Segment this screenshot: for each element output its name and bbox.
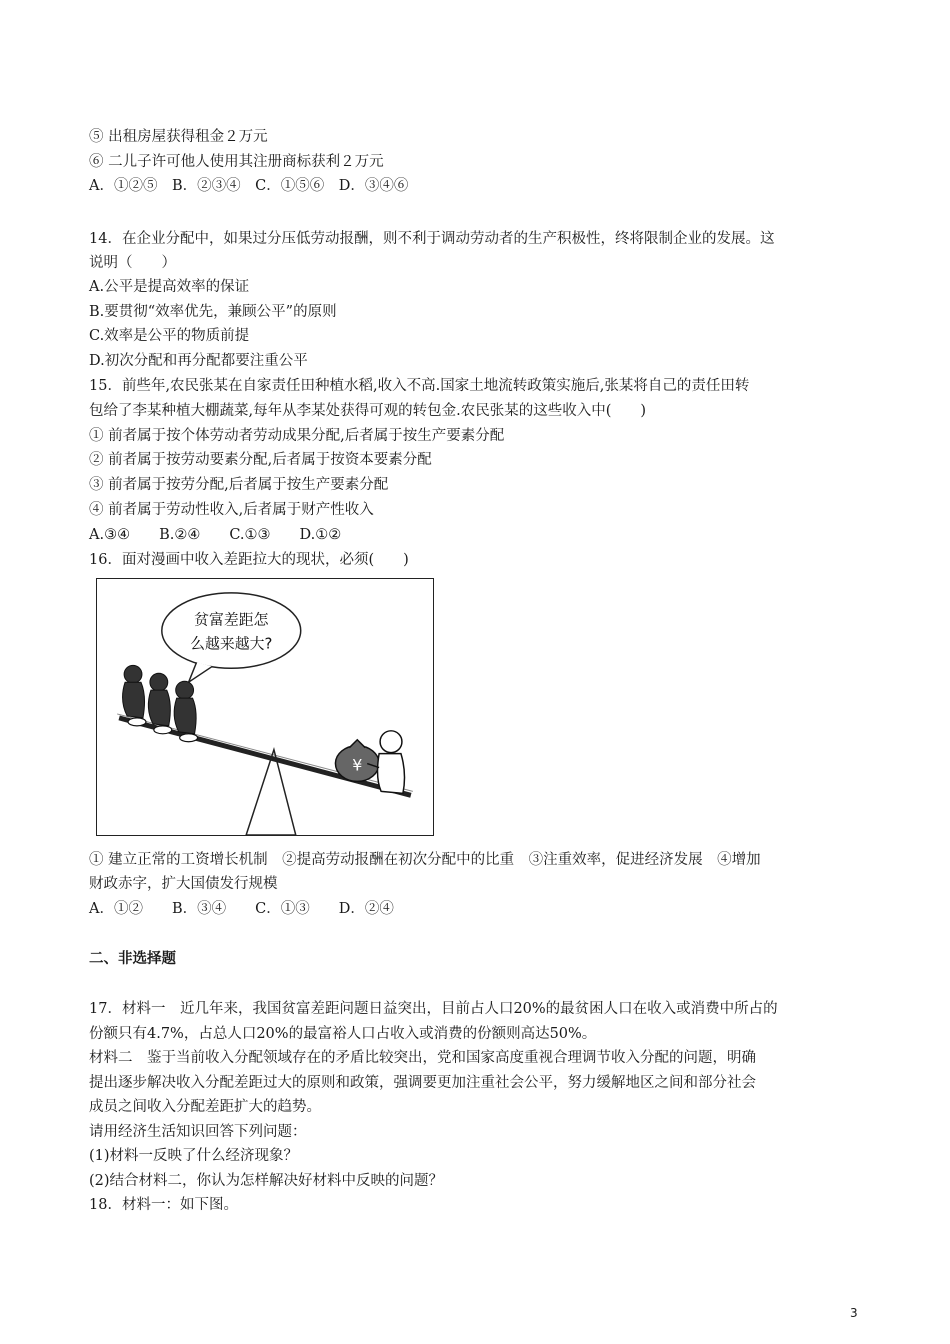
page-number: 3: [850, 1306, 858, 1320]
answer-choice: A.公平是提高效率的保证: [89, 279, 250, 295]
question-16-text: 16．面对漫画中收入差距拉大的现状，必须( ): [89, 552, 409, 568]
question-15-text: 包给了李某种植大棚蔬菜,每年从李某处获得可观的转包金.农民张某的这些收入中( ): [89, 403, 647, 419]
seesaw-cartoon: [96, 578, 434, 836]
option-line: ① 建立正常的工资增长机制 ②提高劳动报酬在初次分配中的比重 ③注重效率，促进经济发展 ④增加: [89, 852, 761, 868]
bubble-text-line1: 贫富差距怎: [194, 610, 269, 629]
option-line: ② 前者属于按劳动要素分配,后者属于按资本要素分配: [89, 452, 432, 468]
answer-choices: A．①②⑤ B．②③④ C．①⑤⑥ D．③④⑥: [89, 178, 409, 194]
question-17-text: 材料二 鉴于当前收入分配领域存在的矛盾比较突出，党和国家高度重视合理调节收入分配的问题，明确: [89, 1050, 756, 1066]
option-line: 财政赤字，扩大国债发行规模: [89, 876, 278, 892]
answer-choice: D.初次分配和再分配都要注重公平: [89, 353, 308, 369]
option-line: ⑥ 二儿子许可他人使用其注册商标获利２万元: [89, 154, 384, 170]
yuan-icon: ¥: [352, 755, 363, 775]
question-15-text: 15．前些年,农民张某在自家责任田种植水稻,收入不高.国家土地流转政策实施后,张某将自己的责任田转: [89, 378, 750, 394]
question-17-text: 17．材料一 近几年来，我国贫富差距问题日益突出，目前占人口20%的最贫困人口在收入或消费中所占的: [89, 1001, 778, 1017]
sub-question: (2)结合材料二，你认为怎样解决好材料中反映的问题？: [89, 1173, 444, 1189]
question-18-text: 18．材料一：如下图。: [89, 1197, 238, 1213]
option-line: ⑤ 出租房屋获得租金２万元: [89, 129, 268, 145]
question-14-text: 14．在企业分配中，如果过分压低劳动报酬，则不利于调动劳动者的生产积极性，终将限制企业的发展。这: [89, 231, 775, 247]
option-line: ③ 前者属于按劳分配,后者属于按生产要素分配: [89, 477, 389, 493]
seesaw-cartoon-drawing: [97, 579, 433, 835]
question-17-text: 提出逐步解决收入分配差距过大的原则和政策，强调要更加注重社会公平，努力缓解地区之间和部分社会: [89, 1075, 756, 1091]
question-17-prompt: 请用经济生活知识回答下列问题：: [89, 1124, 307, 1140]
bubble-text-line2: 么越来越大?: [190, 634, 273, 653]
answer-choice: C.效率是公平的物质前提: [89, 328, 250, 344]
answer-choices: A．①② B．③④ C．①③ D．②④: [89, 901, 394, 917]
option-line: ① 前者属于按个体劳动者劳动成果分配,后者属于按生产要素分配: [89, 428, 505, 444]
answer-choice: B.要贯彻“效率优先，兼顾公平”的原则: [89, 304, 337, 320]
question-14-text: 说明（ ）: [89, 255, 176, 271]
section-heading: 二、非选择题: [89, 951, 176, 967]
answer-choices: A.③④ B.②④ C.①③ D.①②: [89, 527, 342, 543]
question-17-text: 份额只有4.7%，占总人口20%的最富裕人口占收入或消费的份额则高达50%。: [89, 1026, 597, 1042]
sub-question: (1)材料一反映了什么经济现象？: [89, 1148, 299, 1164]
question-17-text: 成员之间收入分配差距扩大的趋势。: [89, 1099, 321, 1115]
option-line: ④ 前者属于劳动性收入,后者属于财产性收入: [89, 502, 374, 518]
